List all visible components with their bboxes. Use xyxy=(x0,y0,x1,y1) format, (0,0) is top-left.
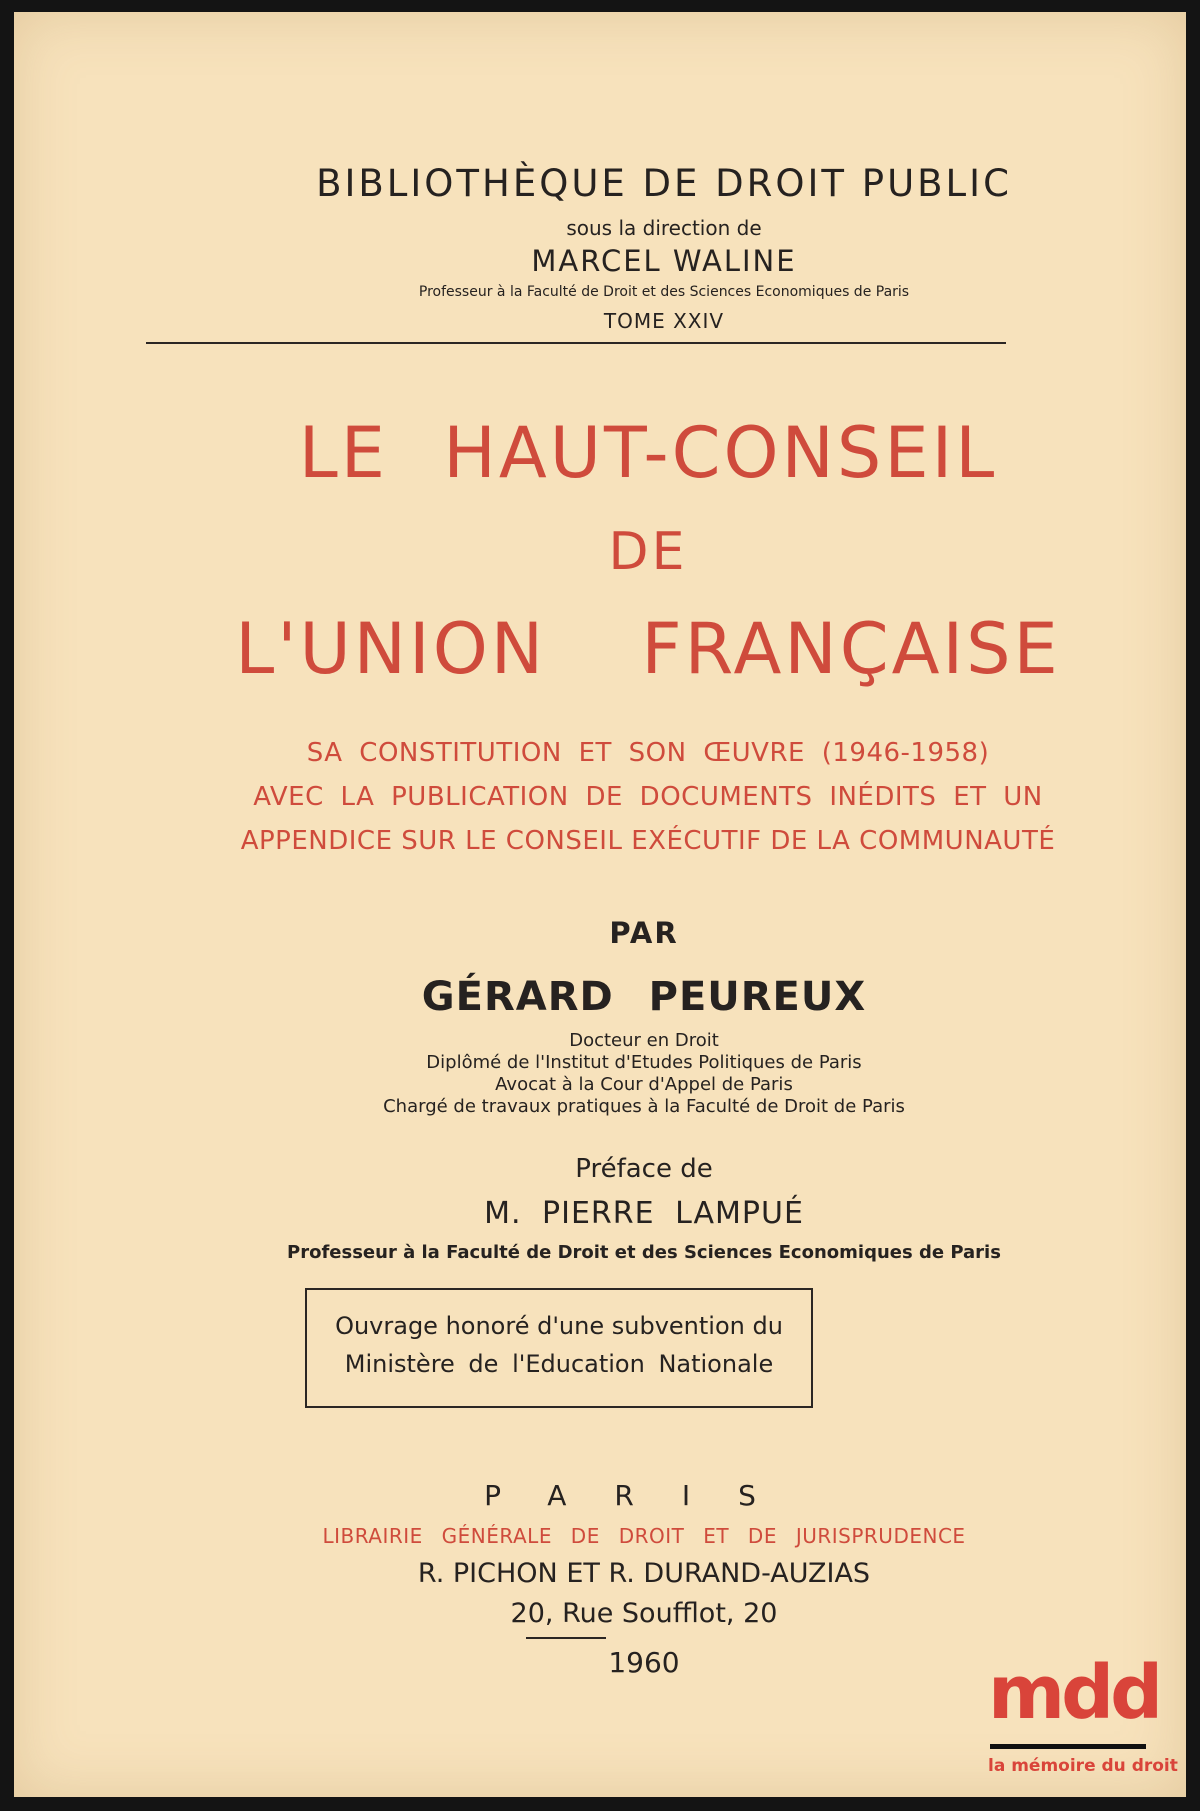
series-title: BIBLIOTHÈQUE DE DROIT PUBLIC xyxy=(316,162,1012,205)
top-divider xyxy=(146,342,1006,344)
publisher-name: LIBRAIRIE GÉNÉRALE DE DROIT ET DE JURISPRUDENCE xyxy=(322,1524,966,1548)
preface-author: M. PIERRE LAMPUÉ xyxy=(484,1196,804,1231)
year-divider xyxy=(526,1637,606,1639)
series-director-title: Professeur à la Faculté de Droit et des Sciences Economiques de Paris xyxy=(418,284,910,300)
mdd-logo xyxy=(966,1644,1178,1784)
author-credential: Diplômé de l'Institut d'Etudes Politiques de Paris xyxy=(426,1052,862,1073)
author-credential: Chargé de travaux pratiques à la Faculté de Droit de Paris xyxy=(383,1096,905,1117)
book-subtitle-line-1: SA CONSTITUTION ET SON ŒUVRE (1946-1958) xyxy=(306,738,990,768)
book-subtitle-line-3: APPENDICE SUR LE CONSEIL EXÉCUTIF DE LA COMMUNAUTÉ xyxy=(240,826,1056,856)
publisher-address: 20, Rue Soufflot, 20 xyxy=(510,1598,778,1629)
grant-notice-box xyxy=(305,1288,813,1408)
grant-notice-line-1: Ouvrage honoré d'une subvention du xyxy=(335,1312,783,1340)
mdd-logo-bar xyxy=(990,1744,1146,1749)
series-director: MARCEL WALINE xyxy=(531,244,797,278)
tome-number: TOME XXIV xyxy=(603,309,725,333)
imprint-city: PARIS xyxy=(484,1479,804,1512)
book-title-line-1: LE HAUT-CONSEIL xyxy=(298,412,998,494)
mdd-logo-tagline: la mémoire du droit xyxy=(988,1756,1178,1776)
author-name: GÉRARD PEUREUX xyxy=(421,974,867,1020)
publisher-owners: R. PICHON ET R. DURAND-AUZIAS xyxy=(417,1558,871,1589)
author-credential: Docteur en Droit xyxy=(569,1030,719,1051)
author-credential: Avocat à la Cour d'Appel de Paris xyxy=(495,1074,793,1095)
book-title-line-2: DE xyxy=(608,522,688,582)
book-subtitle-line-2: AVEC LA PUBLICATION DE DOCUMENTS INÉDITS ET UN xyxy=(253,782,1043,812)
publication-year: 1960 xyxy=(608,1646,680,1679)
preface-label: Préface de xyxy=(575,1154,713,1184)
series-direction-label: sous la direction de xyxy=(566,216,762,240)
by-label: PAR xyxy=(609,916,679,950)
book-cover xyxy=(14,12,1186,1797)
mdd-logo-mark: mdd xyxy=(988,1650,1160,1736)
book-title-line-3: L'UNION FRANÇAISE xyxy=(235,608,1061,690)
grant-notice-line-2: Ministère de l'Education Nationale xyxy=(344,1350,774,1378)
preface-author-title: Professeur à la Faculté de Droit et des Sciences Economiques de Paris xyxy=(287,1242,1001,1263)
